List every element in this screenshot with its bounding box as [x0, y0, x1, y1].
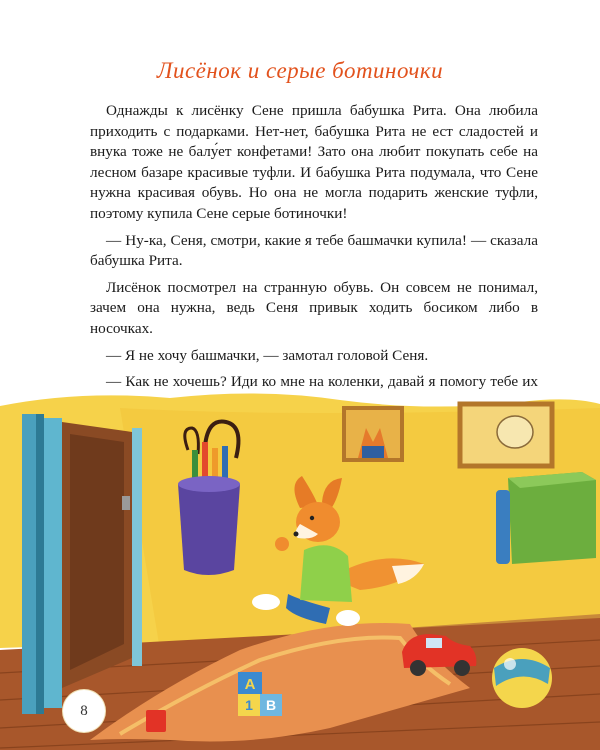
door-hinge — [122, 496, 130, 510]
paragraph: — Я не хочу башмачки, — замотал головой Сеня. — [106, 346, 429, 364]
story-title: Лисёнок и серые ботиночки — [156, 58, 444, 83]
block-letter-b: B — [265, 697, 277, 713]
paragraph: Однажды к лисёнку Сене пришла бабушка Рита. Она любила приходить с подарками. Нет-нет, бабушка Рита не ест сладостей и внука тоже не балу́ет конфетами! Зато она любит покупать себе на лесном базаре красивые туфли. И бабушка Рита подумала, что Сене нужна красивая обувь. Но она не могла подарить женские туфли, поэтому купила Сене серые ботиночки! — [90, 102, 538, 222]
red-toy-box — [146, 710, 166, 732]
paragraph: Лисёнок посмотрел на странную обувь. Он совсем не понимал, зачем она нужна, ведь Сеня привык ходить босиком либо в носочках. — [90, 278, 538, 337]
block-number-1: 1 — [245, 697, 253, 713]
door-frame — [22, 414, 36, 714]
block-letter-a: A — [244, 676, 256, 693]
paragraph: — Ну-ка, Сеня, смотри, какие я тебе башмачки купила! — сказала бабушка Рита. — [90, 231, 538, 270]
fox-portrait — [344, 408, 402, 460]
ball — [492, 648, 552, 708]
page-number: 8 — [63, 690, 105, 732]
paragraph: — Как не хочешь? Иди ко мне на коленки, давай я помогу тебе их — [106, 373, 538, 391]
grandma-portrait — [460, 404, 552, 466]
